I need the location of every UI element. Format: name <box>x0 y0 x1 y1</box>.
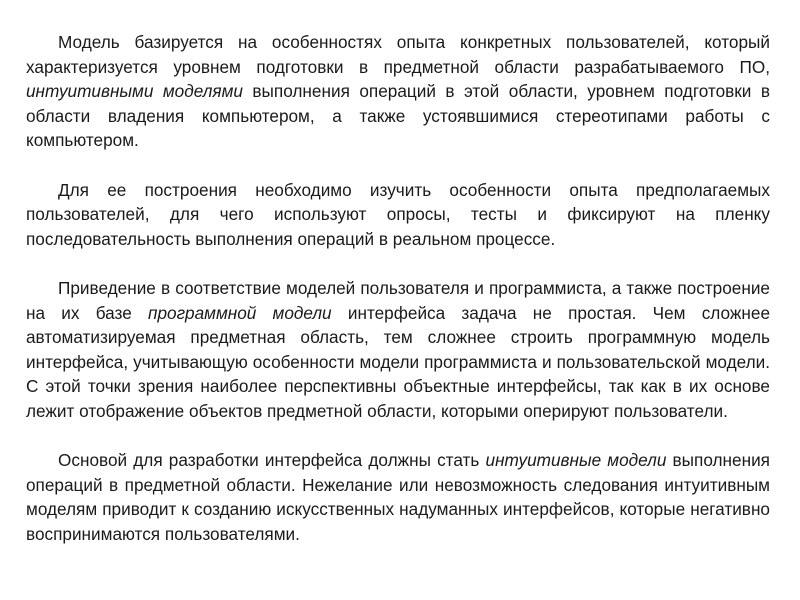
paragraph-3-text-b: интерфейса задача не простая. Чем сложнее автоматизируемая предметная область, тем сложнее строить программную модель интерфейса, учитывающую особенности модели программиста и пользовательской модели. С этой точки зрения наиболее перспективны объектные интерфейсы, так как в их основе лежит отображение объектов предметной области, которыми оперируют пользователи. <box>26 302 770 421</box>
paragraph-3-text-a: Приведение в соответствие моделей пользователя и программиста, а также построение на их базе <box>26 277 770 323</box>
paragraph-1-text-a: Модель базируется на особенностях опыта конкретных пользователей, который характеризуется уровнем подготовки в предметной области разрабатываемого ПО, <box>26 32 770 77</box>
paragraph-gap <box>26 251 770 276</box>
paragraph-1 <box>26 30 770 153</box>
paragraph-3 <box>26 276 770 424</box>
paragraph-gap <box>26 424 770 449</box>
paragraph-4-text-a: Основой для разработки интерфейса должны стать <box>58 450 486 471</box>
paragraph-3-italic-term: программной модели <box>148 302 332 323</box>
paragraph-2-text: Для ее построения необходимо изучить особенности опыта предполагаемых пользователей, для чего используют опросы, тесты и фиксируют на пленку последовательность выполнения операций в реальном процессе. <box>26 179 770 249</box>
document-body <box>26 30 770 546</box>
paragraph-4-text-b: выполнения операций в предметной области. Нежелание или невозможность следования интуитивным моделям приводит к созданию искусственных надуманных интерфейсов, которые негативно воспринимаются пользователями. <box>26 450 770 544</box>
paragraph-gap <box>26 153 770 178</box>
paragraph-1-italic-term: интуитивными моделями <box>26 81 243 102</box>
paragraph-2 <box>26 178 770 252</box>
paragraph-4-italic-term: интуитивные модели <box>485 450 667 471</box>
paragraph-1-text-b: выполнения операций в этой области, уровнем подготовки в области владения компьютером, а также устоявшимися стереотипами работы с компьютером. <box>26 81 770 151</box>
paragraph-4 <box>26 448 770 546</box>
